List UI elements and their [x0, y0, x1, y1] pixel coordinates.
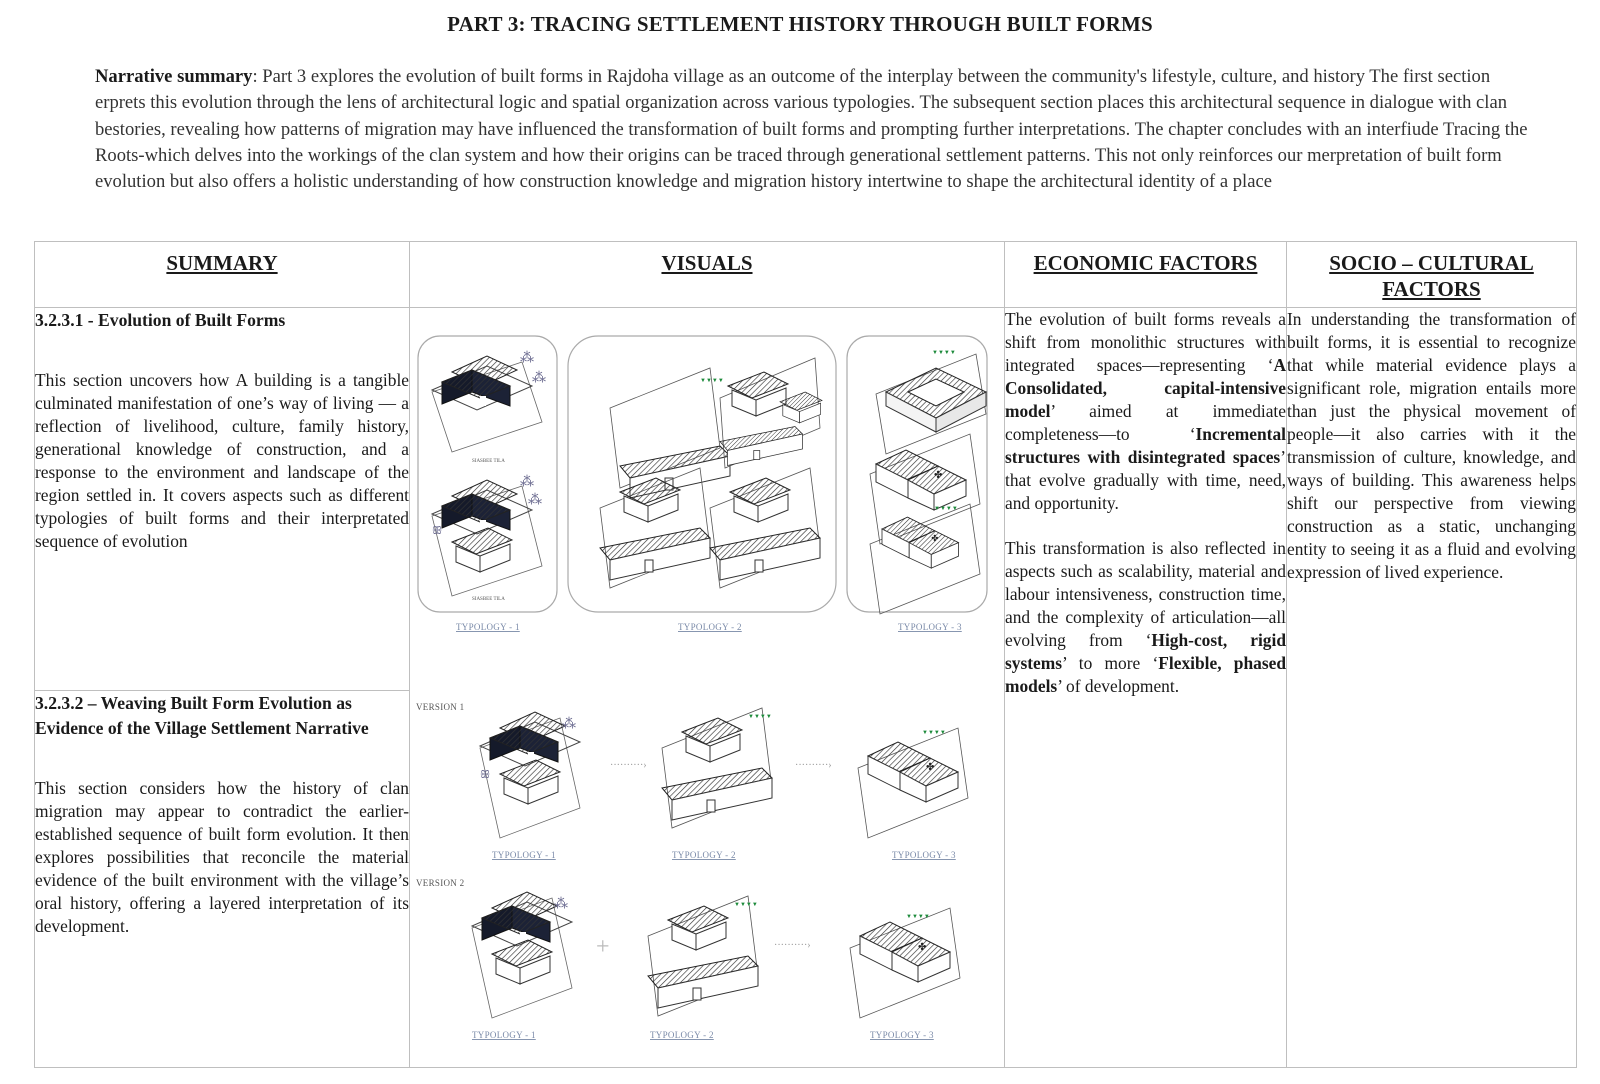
- typology-2-sketch-b: [720, 358, 822, 468]
- version-1-typology-2: [662, 708, 772, 828]
- economic-p1-text-c: ’ that evolve gradually with time, need, and opportunity.: [1005, 447, 1286, 513]
- socio-cultural-text: In understanding the transformation of built forms, it is essential to recognize that while material evidence plays a significant role, migration entails more than just the physical movement of people—it also carries with it the transmission of culture, knowledge, and ways of building. This awareness helps shift our perspective from viewing construction as a static, unchanging entity to seeing it as a fluid and evolving expression of lived experience.: [1287, 309, 1576, 582]
- version-1-typology-3: [858, 728, 968, 838]
- typology-1-sketch-bottom: [432, 473, 542, 602]
- arrow-1: ··········›: [610, 760, 647, 771]
- typology-1-label: TYPOLOGY - 1: [456, 622, 520, 632]
- svg-text:⁂: ⁂: [528, 493, 542, 508]
- economic-p2-text-b: ’ to more ‘: [1062, 653, 1159, 673]
- economic-paragraph-1: [1005, 308, 1286, 515]
- svg-text:⁂: ⁂: [520, 351, 534, 366]
- economic-factors-cell: [1005, 308, 1287, 1068]
- economic-p1-text-b: ’ aimed at immediate completeness—to ‘: [1005, 401, 1286, 444]
- plus-icon: +: [596, 934, 610, 960]
- section-2-text: This section considers how the history of clan migration may appear to contradict the earlier-established sequence of built form evolution. It then explores possibilities that reconcile the material evidence of the built environment with the village’s oral history, offering a layered interpretation of its development.: [35, 778, 409, 936]
- section-2-title: 3.2.3.2 – Weaving Built Form Evolution as Evidence of the Village Settlement Narrative: [35, 693, 369, 738]
- economic-p1-emphasis-a: A Consolidated, capital-intensive model: [1005, 355, 1286, 421]
- header-socio-cultural: SOCIO – CULTURAL FACTORS: [1287, 242, 1577, 308]
- version-2-typology-2-label: TYPOLOGY - 2: [650, 1030, 714, 1040]
- arrow-2: ··········›: [795, 760, 832, 771]
- page-title: PART 3: TRACING SETTLEMENT HISTORY THROUGH BUILT FORMS: [447, 12, 1153, 36]
- version-2-typology-1-label: TYPOLOGY - 1: [472, 1030, 536, 1040]
- version-1-typology-2-label: TYPOLOGY - 2: [672, 850, 736, 860]
- typology-2-sketch-c: [600, 468, 710, 588]
- version-1-label: VERSION 1: [416, 702, 465, 712]
- typology-sketches: ✤ ▼▼▼▼ ⁂ ⁂ SIASBEE TILA ⁂ ⁂ ꕥ SIASBEE TILA TYPOLOGY - 1 TYPOLOGY - 2 TYPOLOGY - 3 VERSION 1 ⁂ ꕥ ··········› ··········› TYPOLOGY - 1 TYPOLOGY - 2 TYPOLOGY - 3 VERSION 2 ⁂ + ··········› TYPOLOGY - 1 TYPOLOGY - 2 TYPOLOGY - 3: [410, 308, 1004, 1068]
- socio-cultural-factors-cell: [1287, 308, 1577, 1068]
- summary-section-1: [35, 308, 410, 691]
- version-2-label: VERSION 2: [416, 878, 465, 888]
- economic-p1-text-a: The evolution of built forms reveals a shift from monolithic structures with integrated spaces—representing ‘: [1005, 309, 1286, 375]
- header-row: [35, 242, 1577, 308]
- economic-p2-emphasis-b: Flexible, phased models: [1005, 653, 1286, 696]
- section-1-text: This section uncovers how A building is a tangible culminated manifestation of one’s way of living — a reflection of livelihood, culture, family history, generational knowledge of construction, and a response to the environment and landscape of the region settled in. It covers aspects such as different typologies of built forms and their interpretated sequence of evolution: [35, 370, 409, 551]
- economic-paragraph-2: [1005, 537, 1286, 698]
- version-2-typology-2: [648, 896, 758, 1016]
- summary-section-2: [35, 691, 410, 1068]
- arrow-3: ··········›: [774, 940, 811, 951]
- svg-text:⁂: ⁂: [532, 371, 546, 386]
- svg-text:⁂: ⁂: [554, 897, 568, 912]
- economic-p2-emphasis-a: High-cost, rigid systems: [1005, 630, 1286, 673]
- version-1-typology-1: [480, 712, 580, 838]
- typology-3-label: TYPOLOGY - 3: [898, 622, 962, 632]
- svg-text:SIASBEE TILA: SIASBEE TILA: [472, 597, 505, 602]
- typology-1-sketch-top: [432, 349, 546, 464]
- typology-2-sketch-a: [610, 368, 730, 498]
- typology-3-sketch-top: [876, 350, 986, 454]
- economic-p2-text-c: ’ of development.: [1057, 676, 1180, 696]
- narrative-label: Narrative summary: [95, 66, 253, 87]
- svg-text:ꕥ: ꕥ: [432, 525, 443, 537]
- typology-2-sketch-d: [710, 468, 820, 588]
- narrative-text: : Part 3 explores the evolution of built forms in Rajdoha village as an outcome of the interplay between the community's lifestyle, culture, and history The first section erprets this evolution through the lens of architectural logic and spatial organization across various typologies. The subsequent section places this architectural sequence in dialogue with clan bestories, revealing how patterns of migration may have influenced the transformation of built forms and prompting further interpretations. The chapter concludes with an interfiude Tracing the Roots-which delves into the workings of the clan system and how their origins can be traced through generational settlement patterns. This not only reinforces our merpretation of built form evolution but also offers a holistic understanding of how construction knowledge and migration history intertwine to shape the architectural identity of a place: [95, 66, 1528, 193]
- header-economic: ECONOMIC FACTORS: [1005, 242, 1287, 308]
- version-2-typology-3-label: TYPOLOGY - 3: [870, 1030, 934, 1040]
- version-2-typology-1: [472, 892, 572, 1018]
- visuals-cell: [410, 308, 1005, 1068]
- svg-text:ꕥ: ꕥ: [480, 769, 491, 781]
- narrative-summary: [95, 64, 1535, 195]
- svg-text:SIASBEE TILA: SIASBEE TILA: [472, 459, 505, 464]
- economic-p2-text-a: This transformation is also reflected in aspects such as scalability, material and labour intensiveness, construction time, and the complexity of articulation—all evolving from ‘: [1005, 538, 1286, 650]
- version-1-typology-3-label: TYPOLOGY - 3: [892, 850, 956, 860]
- economic-p1-emphasis-b: Incremental structures with disintegrated spaces: [1005, 424, 1286, 467]
- version-1-typology-1-label: TYPOLOGY - 1: [492, 850, 556, 860]
- version-2-typology-3: [850, 908, 960, 1018]
- typology-2-label: TYPOLOGY - 2: [678, 622, 742, 632]
- header-summary: SUMMARY: [35, 242, 410, 308]
- typology-3-sketch-bottom: [870, 504, 980, 614]
- summary-table: [34, 241, 1577, 1068]
- svg-text:⁂: ⁂: [562, 717, 576, 732]
- svg-text:⁂: ⁂: [520, 475, 534, 490]
- section-1-title: 3.2.3.1 - Evolution of Built Forms: [35, 310, 286, 330]
- header-visuals: VISUALS: [410, 242, 1005, 308]
